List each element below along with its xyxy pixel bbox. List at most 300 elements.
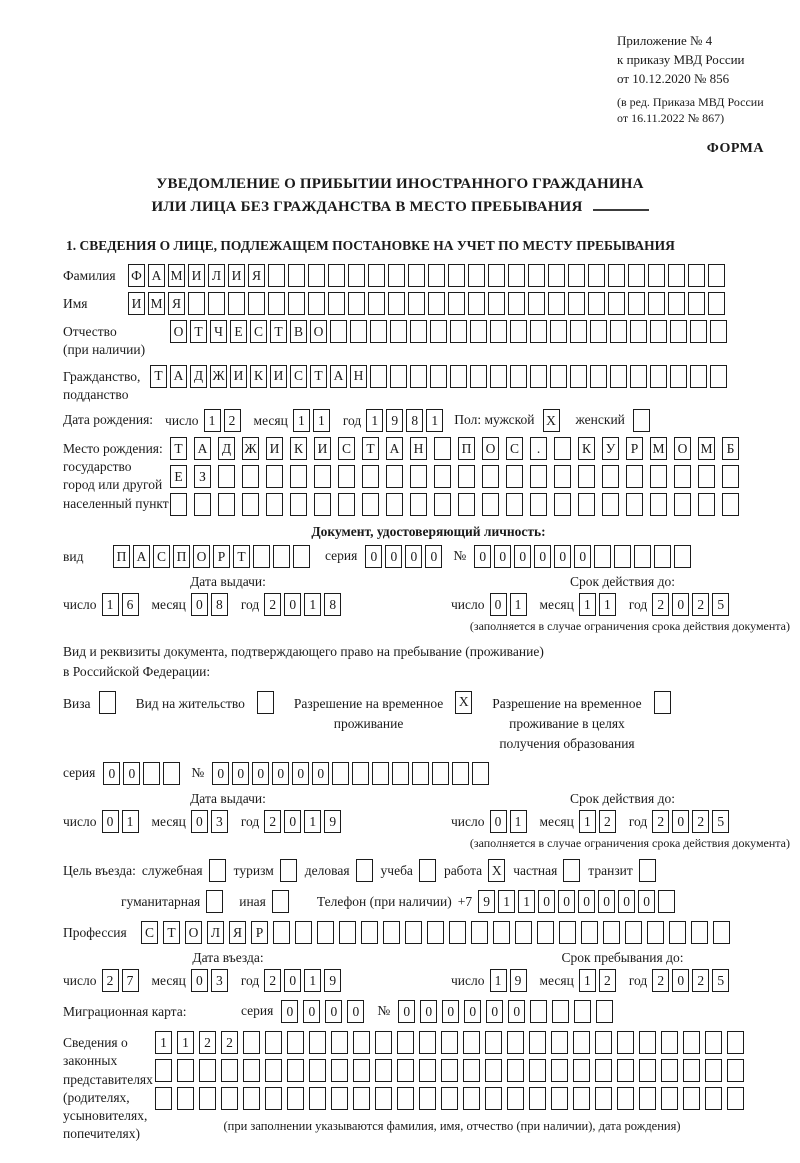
char-box <box>485 1087 502 1110</box>
char-box: Ч <box>210 320 227 343</box>
char-box: 0 <box>103 762 120 785</box>
char-box <box>550 365 567 388</box>
char-box: 0 <box>464 1000 481 1023</box>
char-box <box>427 921 444 944</box>
char-box <box>170 493 187 516</box>
stay-year-boxes <box>652 969 732 992</box>
month-label: месяц <box>539 972 574 988</box>
form-body <box>63 264 794 1143</box>
char-box: 2 <box>264 593 281 616</box>
char-box <box>468 264 485 287</box>
char-box <box>408 292 425 315</box>
char-box: 9 <box>324 810 341 833</box>
birth-day-group <box>165 409 244 432</box>
char-box <box>392 762 409 785</box>
char-box: 2 <box>692 593 709 616</box>
char-box <box>634 545 651 568</box>
char-box <box>574 1000 591 1023</box>
char-box <box>537 921 554 944</box>
char-box <box>221 1087 238 1110</box>
char-box <box>705 1059 722 1082</box>
residence-intro-line2: в Российской Федерации: <box>63 664 211 680</box>
char-box <box>647 921 664 944</box>
entry-daterow <box>63 969 393 992</box>
char-box <box>595 1031 612 1054</box>
char-box: О <box>310 320 327 343</box>
char-box <box>559 921 576 944</box>
number-label: № <box>191 765 205 781</box>
char-box <box>506 465 523 488</box>
char-box <box>668 264 685 287</box>
char-box <box>331 1087 348 1110</box>
char-box <box>551 1031 568 1054</box>
stay-until-heading: Срок пребывания до: <box>561 950 684 966</box>
char-box: 0 <box>490 810 507 833</box>
char-box <box>548 264 565 287</box>
option-visa-label: Виза <box>63 695 91 711</box>
char-box <box>330 320 347 343</box>
purpose-tourism-checkbox <box>280 859 297 882</box>
char-box: 0 <box>538 890 555 913</box>
char-box <box>529 1059 546 1082</box>
char-box <box>488 292 505 315</box>
char-box <box>397 1059 414 1082</box>
surname-boxes <box>128 264 728 287</box>
identity-valid-day-boxes <box>490 593 530 616</box>
birth-date-row <box>63 409 794 432</box>
identity-doc-dates <box>63 574 794 616</box>
char-box: Я <box>168 292 185 315</box>
char-box: К <box>578 437 595 460</box>
char-box: 2 <box>692 969 709 992</box>
char-box: 2 <box>692 810 709 833</box>
char-box <box>449 921 466 944</box>
char-box: Я <box>229 921 246 944</box>
representatives-row <box>63 1031 794 1143</box>
char-box: О <box>170 320 187 343</box>
char-box: 1 <box>177 1031 194 1054</box>
char-box <box>309 1059 326 1082</box>
char-box <box>529 1031 546 1054</box>
citizenship-label-line: подданство <box>63 386 129 402</box>
char-box <box>596 1000 613 1023</box>
char-box <box>705 1031 722 1054</box>
char-box <box>578 465 595 488</box>
char-box <box>432 762 449 785</box>
birth-month-group <box>254 409 333 432</box>
residence-issue-year-boxes <box>264 810 344 833</box>
identity-valid-col <box>393 574 794 616</box>
char-box: И <box>128 292 145 315</box>
char-box: 0 <box>490 593 507 616</box>
char-box <box>530 1000 547 1023</box>
char-box <box>508 264 525 287</box>
appendix-line: от 10.12.2020 № 856 <box>617 70 730 86</box>
char-box: 0 <box>365 545 382 568</box>
char-box <box>208 292 225 315</box>
char-box: 5 <box>712 810 729 833</box>
char-box <box>375 1059 392 1082</box>
char-box <box>727 1059 744 1082</box>
char-box: 0 <box>385 545 402 568</box>
representatives-label-line: Сведения о <box>63 1035 128 1051</box>
char-box: Е <box>170 465 187 488</box>
char-box: 1 <box>579 593 596 616</box>
representatives-boxes-row2 <box>155 1059 749 1082</box>
char-box <box>617 1059 634 1082</box>
char-box <box>661 1087 678 1110</box>
char-box <box>508 292 525 315</box>
char-box <box>625 921 642 944</box>
char-box: Ж <box>210 365 227 388</box>
char-box: 0 <box>312 762 329 785</box>
residence-valid-daterow <box>451 810 794 833</box>
char-box <box>370 320 387 343</box>
char-box <box>228 292 245 315</box>
residence-doc-intro <box>63 642 794 683</box>
purpose-humanitarian-checkbox <box>206 890 223 913</box>
entry-stay-dates <box>63 950 794 992</box>
patronymic-label <box>63 320 170 359</box>
birth-year-group <box>343 409 446 432</box>
birth-place-boxes-row3 <box>170 493 746 516</box>
char-box <box>510 365 527 388</box>
residence-doc-dates <box>63 791 794 833</box>
char-box: 0 <box>474 545 491 568</box>
char-box <box>309 1031 326 1054</box>
char-box: 7 <box>122 969 139 992</box>
purpose-study-checkbox <box>419 859 436 882</box>
char-box: Я <box>248 264 265 287</box>
char-box <box>314 465 331 488</box>
char-box: 0 <box>534 545 551 568</box>
char-box <box>348 292 365 315</box>
char-box <box>722 465 739 488</box>
char-box: 0 <box>618 890 635 913</box>
char-box <box>490 365 507 388</box>
char-box <box>482 465 499 488</box>
residence-valid-heading: Срок действия до: <box>570 791 675 807</box>
representatives-label-line: усыновителях, <box>63 1108 148 1124</box>
char-box: 1 <box>204 409 221 432</box>
char-box <box>708 292 725 315</box>
year-label: год <box>628 813 648 829</box>
char-box <box>654 545 671 568</box>
char-box: П <box>113 545 130 568</box>
char-box <box>588 292 605 315</box>
char-box <box>691 921 708 944</box>
surname-label: Фамилия <box>63 268 116 284</box>
char-box <box>243 1059 260 1082</box>
form-title-line1: УВЕДОМЛЕНИЕ О ПРИБЫТИИ ИНОСТРАННОГО ГРАЖДАНИНА <box>156 176 644 193</box>
patronymic-label-line: Отчество <box>63 324 117 340</box>
year-label: год <box>342 412 362 428</box>
char-box <box>199 1059 216 1082</box>
char-box: В <box>290 320 307 343</box>
char-box: С <box>290 365 307 388</box>
entry-month-boxes <box>191 969 231 992</box>
char-box: Р <box>251 921 268 944</box>
char-box <box>412 762 429 785</box>
month-label: месяц <box>151 596 186 612</box>
identity-valid-month-boxes <box>579 593 619 616</box>
char-box <box>722 493 739 516</box>
residence-series-boxes <box>103 762 183 785</box>
char-box <box>375 1087 392 1110</box>
profession-row <box>63 921 794 944</box>
year-label: год <box>628 596 648 612</box>
char-box <box>397 1031 414 1054</box>
representatives-label-line: представителях <box>63 1071 153 1087</box>
identity-kind-label: вид <box>63 549 84 564</box>
entry-date-heading: Дата въезда: <box>192 950 264 966</box>
char-box: 0 <box>325 1000 342 1023</box>
number-label: № <box>453 548 467 563</box>
char-box <box>338 465 355 488</box>
birth-place-label <box>63 437 170 513</box>
char-box: 0 <box>494 545 511 568</box>
char-box <box>405 921 422 944</box>
char-box <box>290 465 307 488</box>
char-box <box>617 1031 634 1054</box>
day-label: число <box>165 412 199 428</box>
char-box <box>648 264 665 287</box>
birth-place-label-line: государство <box>63 459 132 475</box>
birth-year-boxes <box>366 409 446 432</box>
char-box <box>485 1031 502 1054</box>
profession-label: Профессия <box>63 925 127 941</box>
char-box <box>603 921 620 944</box>
char-box <box>470 365 487 388</box>
char-box: Ж <box>242 437 259 460</box>
char-box <box>268 264 285 287</box>
char-box <box>674 493 691 516</box>
char-box: 0 <box>232 762 249 785</box>
citizenship-row <box>63 365 794 404</box>
char-box: 3 <box>211 810 228 833</box>
char-box <box>266 493 283 516</box>
residence-issue-month-boxes <box>191 810 231 833</box>
char-box: 2 <box>599 969 616 992</box>
char-box <box>410 493 427 516</box>
appendix-line: Приложение № 4 <box>617 33 713 48</box>
representatives-boxes-row3 <box>155 1087 749 1110</box>
char-box: А <box>170 365 187 388</box>
char-box <box>581 921 598 944</box>
char-box <box>688 292 705 315</box>
char-box: 2 <box>102 969 119 992</box>
char-box: 9 <box>324 969 341 992</box>
char-box: 2 <box>224 409 241 432</box>
char-box <box>472 762 489 785</box>
char-box <box>287 1031 304 1054</box>
char-box: С <box>506 437 523 460</box>
char-box <box>268 292 285 315</box>
char-box: 2 <box>652 810 669 833</box>
identity-kind-boxes <box>113 545 313 568</box>
char-box <box>177 1087 194 1110</box>
char-box <box>608 264 625 287</box>
migration-card-label: Миграционная карта: <box>63 1004 187 1020</box>
char-box <box>388 292 405 315</box>
phone-label: Телефон (при наличии) <box>316 893 452 909</box>
purpose-business-checkbox <box>356 859 373 882</box>
char-box <box>614 545 631 568</box>
char-box: 0 <box>281 1000 298 1023</box>
char-box <box>578 493 595 516</box>
char-box: 0 <box>672 810 689 833</box>
birth-month-boxes <box>293 409 333 432</box>
char-box <box>419 1059 436 1082</box>
forma-label: ФОРМА <box>706 141 764 157</box>
char-box <box>155 1087 172 1110</box>
char-box <box>221 1059 238 1082</box>
char-box: 1 <box>304 810 321 833</box>
char-box <box>368 264 385 287</box>
char-box: 0 <box>398 1000 415 1023</box>
char-box <box>288 292 305 315</box>
char-box <box>639 1059 656 1082</box>
char-box: Т <box>233 545 250 568</box>
char-box: П <box>458 437 475 460</box>
representatives-label-line: (родителях, <box>63 1089 130 1105</box>
char-box <box>595 1059 612 1082</box>
char-box <box>430 365 447 388</box>
char-box: 1 <box>518 890 535 913</box>
char-box: П <box>173 545 190 568</box>
birth-place-label-line: город или другой <box>63 477 163 493</box>
char-box <box>287 1059 304 1082</box>
sex-label: Пол: <box>454 412 482 427</box>
char-box: 2 <box>221 1031 238 1054</box>
char-box: З <box>194 465 211 488</box>
char-box <box>243 1031 260 1054</box>
option-residence-permit <box>136 691 274 714</box>
series-label: серия <box>63 765 96 781</box>
char-box <box>390 320 407 343</box>
char-box: 0 <box>508 1000 525 1023</box>
char-box: А <box>330 365 347 388</box>
char-box: 0 <box>303 1000 320 1023</box>
char-box <box>590 365 607 388</box>
char-box <box>554 437 571 460</box>
char-box: Ф <box>128 264 145 287</box>
year-label: год <box>628 972 648 988</box>
char-box <box>386 493 403 516</box>
char-box <box>265 1087 282 1110</box>
char-box <box>288 264 305 287</box>
residence-number-boxes <box>212 762 492 785</box>
char-box: 0 <box>191 969 208 992</box>
identity-issue-daterow <box>63 593 393 616</box>
char-box <box>630 365 647 388</box>
char-box: 9 <box>478 890 495 913</box>
char-box <box>458 493 475 516</box>
char-box <box>463 1031 480 1054</box>
char-box <box>248 292 265 315</box>
char-box: . <box>530 437 547 460</box>
char-box <box>155 1059 172 1082</box>
char-box: 0 <box>405 545 422 568</box>
char-box: 0 <box>442 1000 459 1023</box>
day-label: число <box>451 813 485 829</box>
char-box: А <box>194 437 211 460</box>
char-box: 0 <box>284 593 301 616</box>
char-box <box>339 921 356 944</box>
char-box <box>353 1031 370 1054</box>
char-box <box>408 264 425 287</box>
migration-number-boxes <box>398 1000 618 1023</box>
char-box <box>727 1031 744 1054</box>
char-box <box>293 545 310 568</box>
visit-purpose-row <box>63 859 794 882</box>
purpose-other-label: иная <box>239 893 266 909</box>
title-blank-underline <box>593 209 649 211</box>
char-box: 6 <box>122 593 139 616</box>
char-box <box>529 1087 546 1110</box>
char-box: К <box>250 365 267 388</box>
char-box <box>650 365 667 388</box>
char-box <box>353 1087 370 1110</box>
char-box <box>419 1031 436 1054</box>
identity-valid-daterow <box>451 593 794 616</box>
char-box: 1 <box>510 593 527 616</box>
name-boxes <box>128 292 728 315</box>
char-box: 1 <box>599 593 616 616</box>
char-box <box>490 320 507 343</box>
char-box: 1 <box>579 969 596 992</box>
birth-place-boxes-row2 <box>170 465 746 488</box>
char-box <box>530 320 547 343</box>
sex-female-checkbox <box>633 409 650 432</box>
char-box <box>628 264 645 287</box>
identity-issue-year-boxes <box>264 593 344 616</box>
sex-male-checkbox: X <box>543 409 560 432</box>
birth-day-boxes <box>204 409 244 432</box>
char-box: 0 <box>347 1000 364 1023</box>
char-box <box>683 1031 700 1054</box>
representatives-box-rows <box>155 1031 749 1134</box>
char-box <box>410 320 427 343</box>
char-box: Т <box>163 921 180 944</box>
char-box <box>482 493 499 516</box>
char-box <box>350 320 367 343</box>
char-box <box>708 264 725 287</box>
day-label: число <box>63 596 97 612</box>
char-box <box>626 493 643 516</box>
char-box <box>218 493 235 516</box>
char-box <box>626 465 643 488</box>
char-box: 0 <box>578 890 595 913</box>
char-box: 1 <box>313 409 330 432</box>
visit-purpose-label: Цель въезда: <box>63 862 136 878</box>
char-box <box>441 1087 458 1110</box>
representatives-note: (при заполнении указываются фамилия, имя, отчество (при наличии), дата рождения) <box>223 1119 681 1134</box>
patronymic-boxes <box>170 320 730 343</box>
identity-issue-day-boxes <box>102 593 142 616</box>
char-box: К <box>290 437 307 460</box>
char-box: 0 <box>638 890 655 913</box>
visa-checkbox <box>99 691 116 714</box>
char-box <box>388 264 405 287</box>
purpose-official-checkbox <box>209 859 226 882</box>
char-box <box>639 1031 656 1054</box>
purpose-private-checkbox <box>563 859 580 882</box>
residence-valid-col <box>393 791 794 833</box>
char-box <box>218 465 235 488</box>
char-box: И <box>266 437 283 460</box>
char-box: М <box>650 437 667 460</box>
